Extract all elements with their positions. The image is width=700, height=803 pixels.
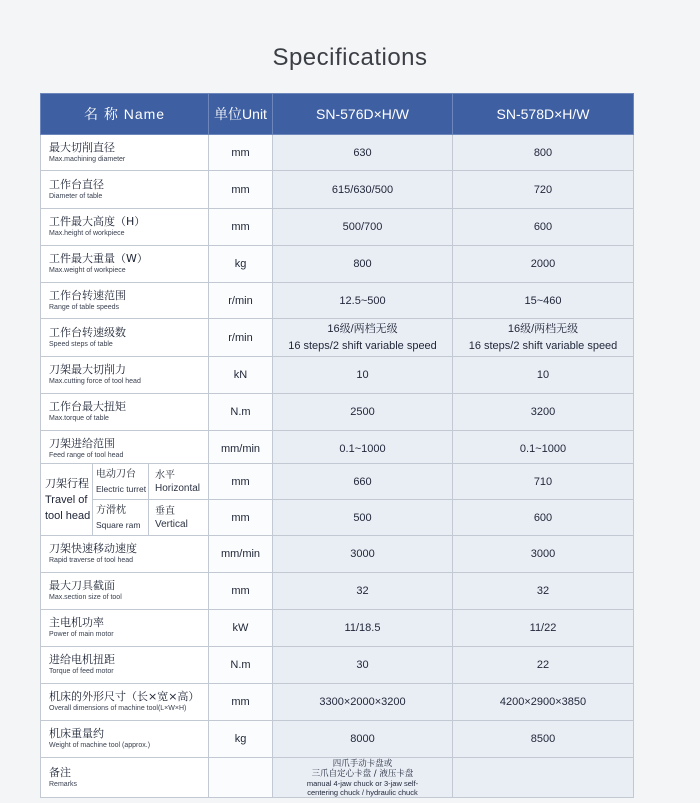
table-row <box>41 209 634 246</box>
row-name-en: Power of main motor <box>49 631 114 638</box>
travel-name <box>41 464 93 536</box>
row-value-a: 11/18.5 <box>273 610 453 647</box>
row-value-a: 500 <box>273 500 453 536</box>
row-unit: mm <box>209 135 273 171</box>
header-model-a: SN-576D×H/W <box>273 94 453 135</box>
header-name: 名 称 Name <box>41 94 209 135</box>
row-name <box>41 209 209 246</box>
row-value-b <box>453 319 634 357</box>
vertical-en: Vertical <box>155 518 188 530</box>
row-unit: mm <box>209 464 273 500</box>
remarks-value-b <box>453 758 634 798</box>
row-name-en: Max.torque of table <box>49 415 109 422</box>
row-name-en: Speed steps of table <box>49 340 113 348</box>
travel-name-cn: 刀架行程 <box>45 477 89 490</box>
row-name <box>41 394 209 431</box>
row-name-cn: 工作台直径 <box>49 177 104 191</box>
header-unit: 单位Unit <box>209 94 273 135</box>
row-value-b: 15~460 <box>453 283 634 319</box>
vertical-cn: 垂直 <box>155 505 175 517</box>
row-name <box>41 171 209 209</box>
table-row <box>41 357 634 394</box>
row-name-en: Max.weight of workpiece <box>49 267 126 274</box>
row-name <box>41 319 209 357</box>
row-unit: kg <box>209 721 273 758</box>
row-name <box>41 135 209 171</box>
row-value-b: 2000 <box>453 246 634 283</box>
row-unit: kW <box>209 610 273 647</box>
table-row <box>41 319 634 357</box>
row-value-b: 10 <box>453 357 634 394</box>
row-name <box>41 610 209 647</box>
row-name-cn: 工作台转速范围 <box>49 288 126 302</box>
row-name-cn: 工作台最大扭矩 <box>49 400 126 413</box>
row-value-b: 0.1~1000 <box>453 431 634 468</box>
row-unit: kN <box>209 357 273 394</box>
row-name-cn: 机床的外形尺寸（长×宽×高） <box>49 690 200 703</box>
row-unit: mm <box>209 500 273 536</box>
table-row <box>41 536 634 573</box>
row-name-en: Feed range of tool head <box>49 452 124 459</box>
row-name <box>41 246 209 283</box>
row-value-a: 3000 <box>273 536 453 573</box>
travel-vertical <box>149 500 209 536</box>
row-name-cn: 刀架最大切削力 <box>49 363 126 376</box>
row-unit: mm <box>209 209 273 246</box>
horizontal-en: Horizontal <box>155 482 201 494</box>
row-unit: N.m <box>209 647 273 684</box>
row-value-a: 12.5~500 <box>273 283 453 319</box>
row-name <box>41 721 209 758</box>
row-name-cn: 最大刀具截面 <box>49 579 115 592</box>
remarks-unit <box>209 758 273 798</box>
row-value-a: 30 <box>273 647 453 684</box>
row-name <box>41 647 209 684</box>
row-value-b: 720 <box>453 171 634 209</box>
row-name-en: Max.height of workpiece <box>49 230 125 237</box>
remarks-name <box>41 758 209 798</box>
row-name-en: Rapid traverse of tool head <box>49 557 134 564</box>
row-value-b: 11/22 <box>453 610 634 647</box>
table-row <box>41 684 634 721</box>
specifications-table <box>40 93 634 468</box>
horizontal-cn: 水平 <box>155 469 175 481</box>
row-value-b: 710 <box>453 464 634 500</box>
table-row <box>41 283 634 319</box>
row-name <box>41 536 209 573</box>
square-ram-cn: 方滑枕 <box>96 504 126 516</box>
row-unit: r/min <box>209 283 273 319</box>
row-name <box>41 431 209 468</box>
row-name-cn: 工作台转速级数 <box>49 325 126 339</box>
remarks-value <box>273 758 453 798</box>
row-unit: mm <box>209 573 273 610</box>
row-name-en: Max.cutting force of tool head <box>49 378 141 385</box>
table-row <box>41 573 634 610</box>
row-name-cn: 主电机功率 <box>49 616 104 629</box>
value-line-en: 16 steps/2 shift variable speed <box>468 339 618 352</box>
row-value-b: 600 <box>453 209 634 246</box>
table-row-remarks <box>41 758 634 798</box>
table-row <box>41 171 634 209</box>
row-name-en: Max.section size of tool <box>49 594 122 601</box>
row-value-b: 800 <box>453 135 634 171</box>
row-unit: mm <box>209 684 273 721</box>
value-line-en: 16 steps/2 shift variable speed <box>288 339 437 352</box>
row-name <box>41 573 209 610</box>
table-row <box>41 464 634 500</box>
row-value-b: 600 <box>453 500 634 536</box>
row-name-en: Overall dimensions of machine tool(L×W×H) <box>49 705 187 712</box>
travel-square-ram <box>93 500 149 536</box>
row-name-en: Max.machining diameter <box>49 155 126 163</box>
row-value-b: 32 <box>453 573 634 610</box>
electric-turret-en: Electric turret <box>96 483 147 494</box>
travel-name-en-2: tool head <box>45 509 91 522</box>
travel-horizontal <box>149 464 209 500</box>
row-value-b: 4200×2900×3850 <box>453 684 634 721</box>
table-row <box>41 246 634 283</box>
table-row <box>41 431 634 468</box>
value-line-cn: 16级/两档无级 <box>507 322 579 335</box>
row-value-a: 2500 <box>273 394 453 431</box>
travel-electric-turret <box>93 464 149 500</box>
row-name-en: Weight of machine tool (approx.) <box>49 742 151 749</box>
row-unit: mm/min <box>209 536 273 573</box>
row-unit: mm <box>209 171 273 209</box>
table-row <box>41 500 634 536</box>
table-row <box>41 721 634 758</box>
row-name <box>41 283 209 319</box>
row-value-a: 615/630/500 <box>273 171 453 209</box>
row-value-a: 630 <box>273 135 453 171</box>
remarks-name-en: Remarks <box>49 780 78 788</box>
header-row <box>41 94 634 135</box>
row-name-en: Torque of feed motor <box>49 668 114 675</box>
row-value-b: 3000 <box>453 536 634 573</box>
row-value-b: 8500 <box>453 721 634 758</box>
remarks-line-3: manual 4-jaw chuck or 3-jaw self- <box>306 778 419 788</box>
row-value-a: 32 <box>273 573 453 610</box>
remarks-line-2: 三爪自定心卡盘 / 液压卡盘 <box>311 768 414 779</box>
table-row <box>41 394 634 431</box>
remarks-line-1: 四爪手动卡盘或 <box>332 758 393 769</box>
page-title: Specifications <box>272 44 428 71</box>
specifications-table-lower <box>40 463 634 798</box>
table-row <box>41 610 634 647</box>
row-name-cn: 刀架进给范围 <box>49 437 115 450</box>
row-name-en: Range of table speeds <box>49 303 120 311</box>
row-name-cn: 进给电机扭距 <box>49 653 115 666</box>
row-value-b: 3200 <box>453 394 634 431</box>
row-value-a: 0.1~1000 <box>273 431 453 468</box>
row-value-a: 10 <box>273 357 453 394</box>
row-value-a: 660 <box>273 464 453 500</box>
row-value-a <box>273 319 453 357</box>
square-ram-en: Square ram <box>96 519 141 530</box>
row-value-b: 22 <box>453 647 634 684</box>
travel-name-en-1: Travel of <box>45 493 88 506</box>
row-value-a: 500/700 <box>273 209 453 246</box>
row-unit: N.m <box>209 394 273 431</box>
value-line-cn: 16级/两档无级 <box>327 322 398 335</box>
row-name-cn: 工件最大重量（W） <box>49 252 148 265</box>
row-name <box>41 357 209 394</box>
row-name-en: Diameter of table <box>49 192 103 200</box>
row-unit: kg <box>209 246 273 283</box>
row-unit: mm/min <box>209 431 273 468</box>
remarks-name-cn: 备注 <box>49 765 71 779</box>
row-value-a: 8000 <box>273 721 453 758</box>
row-unit: r/min <box>209 319 273 357</box>
row-name-cn: 工件最大高度（H） <box>49 215 146 228</box>
table-row <box>41 647 634 684</box>
remarks-line-4: centering chuck / hydraulic chuck <box>307 787 418 797</box>
row-name-cn: 机床重量约 <box>49 727 104 740</box>
row-value-a: 3300×2000×3200 <box>273 684 453 721</box>
row-value-a: 800 <box>273 246 453 283</box>
row-name-cn: 刀架快速移动速度 <box>49 542 137 555</box>
table-row <box>41 135 634 171</box>
row-name-cn: 最大切削直径 <box>49 140 115 154</box>
electric-turret-cn: 电动刀台 <box>96 468 136 480</box>
row-name <box>41 684 209 721</box>
header-model-b: SN-578D×H/W <box>453 94 634 135</box>
